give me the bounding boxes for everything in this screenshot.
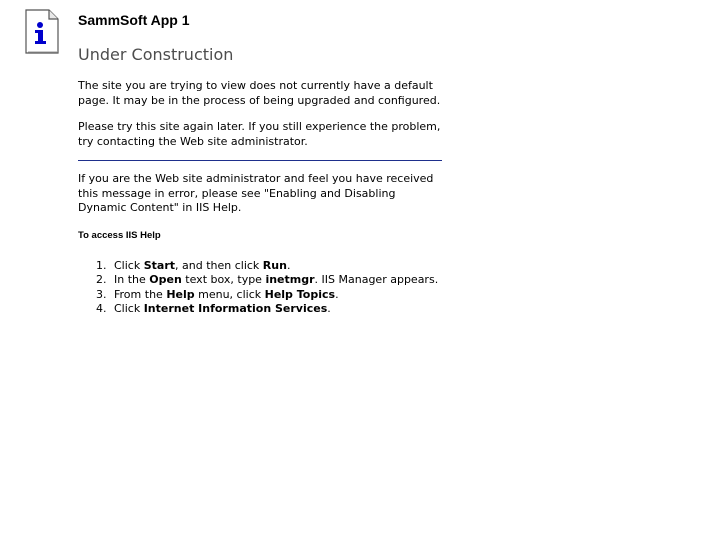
paragraph-try-later: Please try this site again later. If you still experience the problem, try contacting the Web site administrator.: [78, 120, 441, 148]
help-heading: To access IIS Help: [78, 229, 161, 241]
main-content: [78, 11, 442, 317]
divider: [78, 160, 442, 161]
list-item: 4. Click Internet Information Services.: [96, 302, 331, 315]
help-steps-list: [78, 259, 442, 317]
info-document-icon: [25, 9, 59, 54]
app-title: SammSoft App 1: [78, 12, 190, 28]
paragraph-admin-note: If you are the Web site administrator and feel you have received this message in error, please see "Enabling and Disabling Dynamic Content" in IIS Help.: [78, 172, 434, 214]
list-item: 3. From the Help menu, click Help Topics.: [96, 287, 339, 301]
paragraph-no-default-page: The site you are trying to view does not currently have a default page. It may be in the process of being upgraded and configured.: [78, 79, 441, 107]
page-title: Under Construction: [78, 45, 234, 64]
list-item: 1. Click Start, and then click Run.: [96, 258, 291, 272]
list-item: 2. In the Open text box, type inetmgr. IIS Manager appears.: [96, 273, 439, 286]
